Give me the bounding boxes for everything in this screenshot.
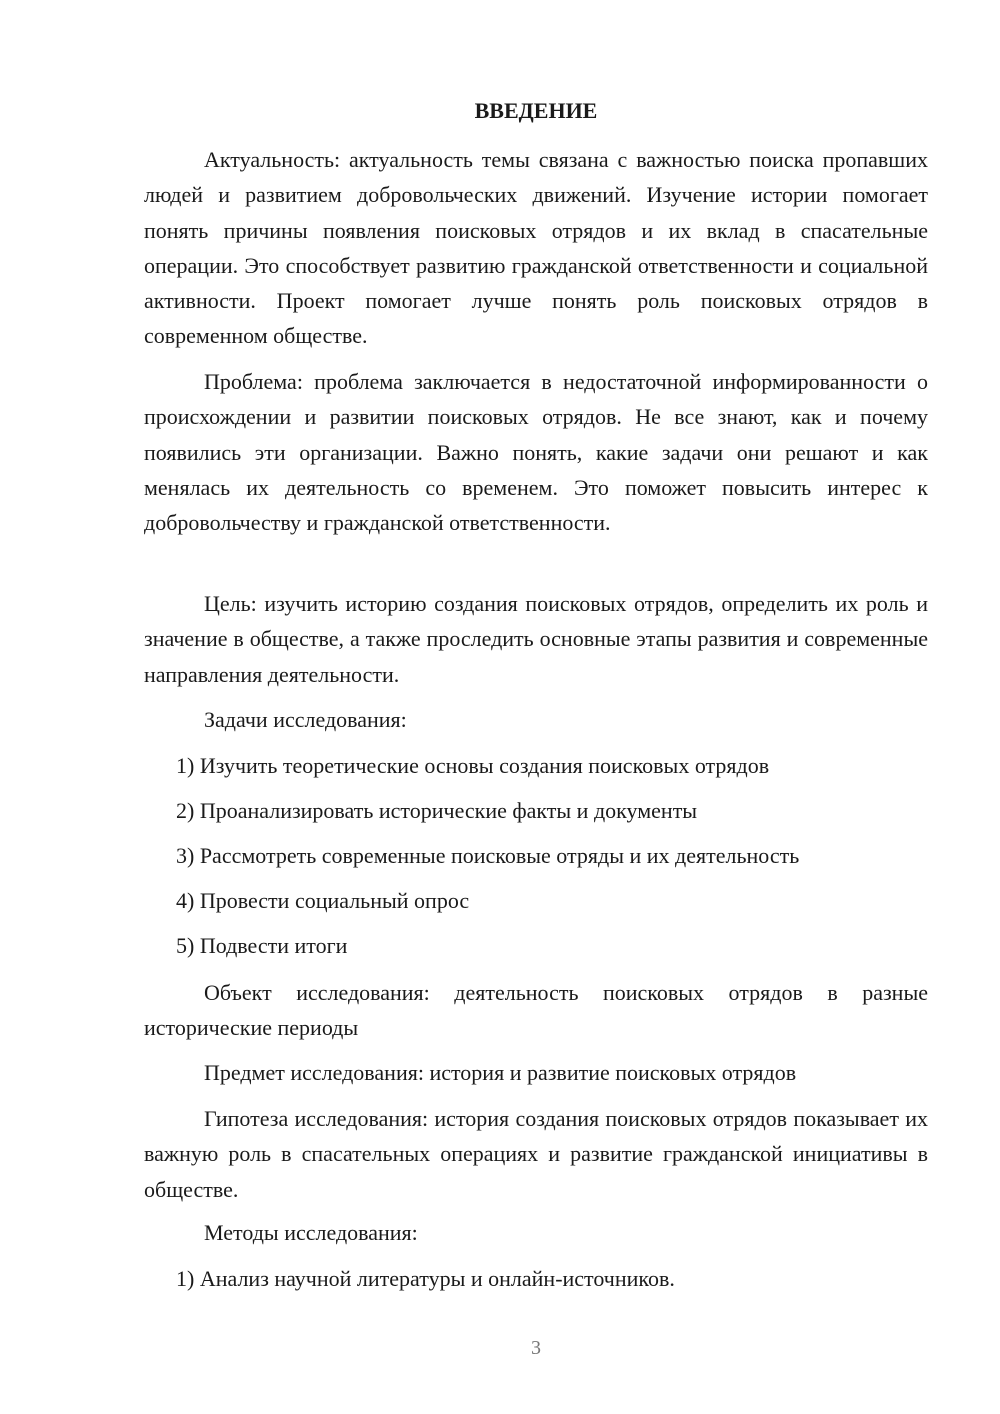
task-item: 4) Провести социальный опрос — [176, 888, 470, 913]
object-paragraph: Объект исследования: деятельность поисковых отрядов в разные исторические периоды — [144, 980, 928, 1041]
hypothesis-paragraph: Гипотеза исследования: история создания поисковых отрядов показывает их важную роль в спасательных операциях и развитие гражданской инициативы в обществе. — [144, 1106, 928, 1202]
tasks-title: Задачи исследования: — [204, 707, 407, 732]
section-heading: ВВЕДЕНИЕ — [474, 98, 598, 123]
task-item: 2) Проанализировать исторические факты и документы — [176, 798, 698, 823]
page-number: 3 — [531, 1337, 541, 1359]
task-item: 5) Подвести итоги — [176, 933, 348, 958]
goal-paragraph: Цель: изучить историю создания поисковых отрядов, определить их роль и значение в обществе, а также проследить основные этапы развития и современные направления деятельности. — [144, 591, 928, 687]
task-item: 3) Рассмотреть современные поисковые отряды и их деятельность — [176, 843, 800, 868]
methods-title: Методы исследования: — [204, 1220, 418, 1245]
method-item: 1) Анализ научной литературы и онлайн-источников. — [176, 1266, 675, 1291]
subject-line: Предмет исследования: история и развитие поисковых отрядов — [204, 1060, 797, 1085]
task-item: 1) Изучить теоретические основы создания поисковых отрядов — [176, 753, 770, 778]
relevance-paragraph: Актуальность: актуальность темы связана с важностью поиска пропавших людей и развитием добровольческих движений. Изучение истории помогает понять причины появления поисковых отрядов и их вклад в спасательные операции. Это способствует развитию гражданской ответственности и социальной активности. Проект помогает лучше понять роль поисковых отрядов в современном обществе. — [144, 147, 928, 349]
problem-paragraph: Проблема: проблема заключается в недостаточной информированности о происхождении и развитии поисковых отрядов. Не все знают, как и почему появились эти организации. Важно понять, какие задачи они решают и как менялась их деятельность со временем. Это поможет повысить интерес к добровольчеству и гражданской ответственности. — [144, 369, 928, 536]
